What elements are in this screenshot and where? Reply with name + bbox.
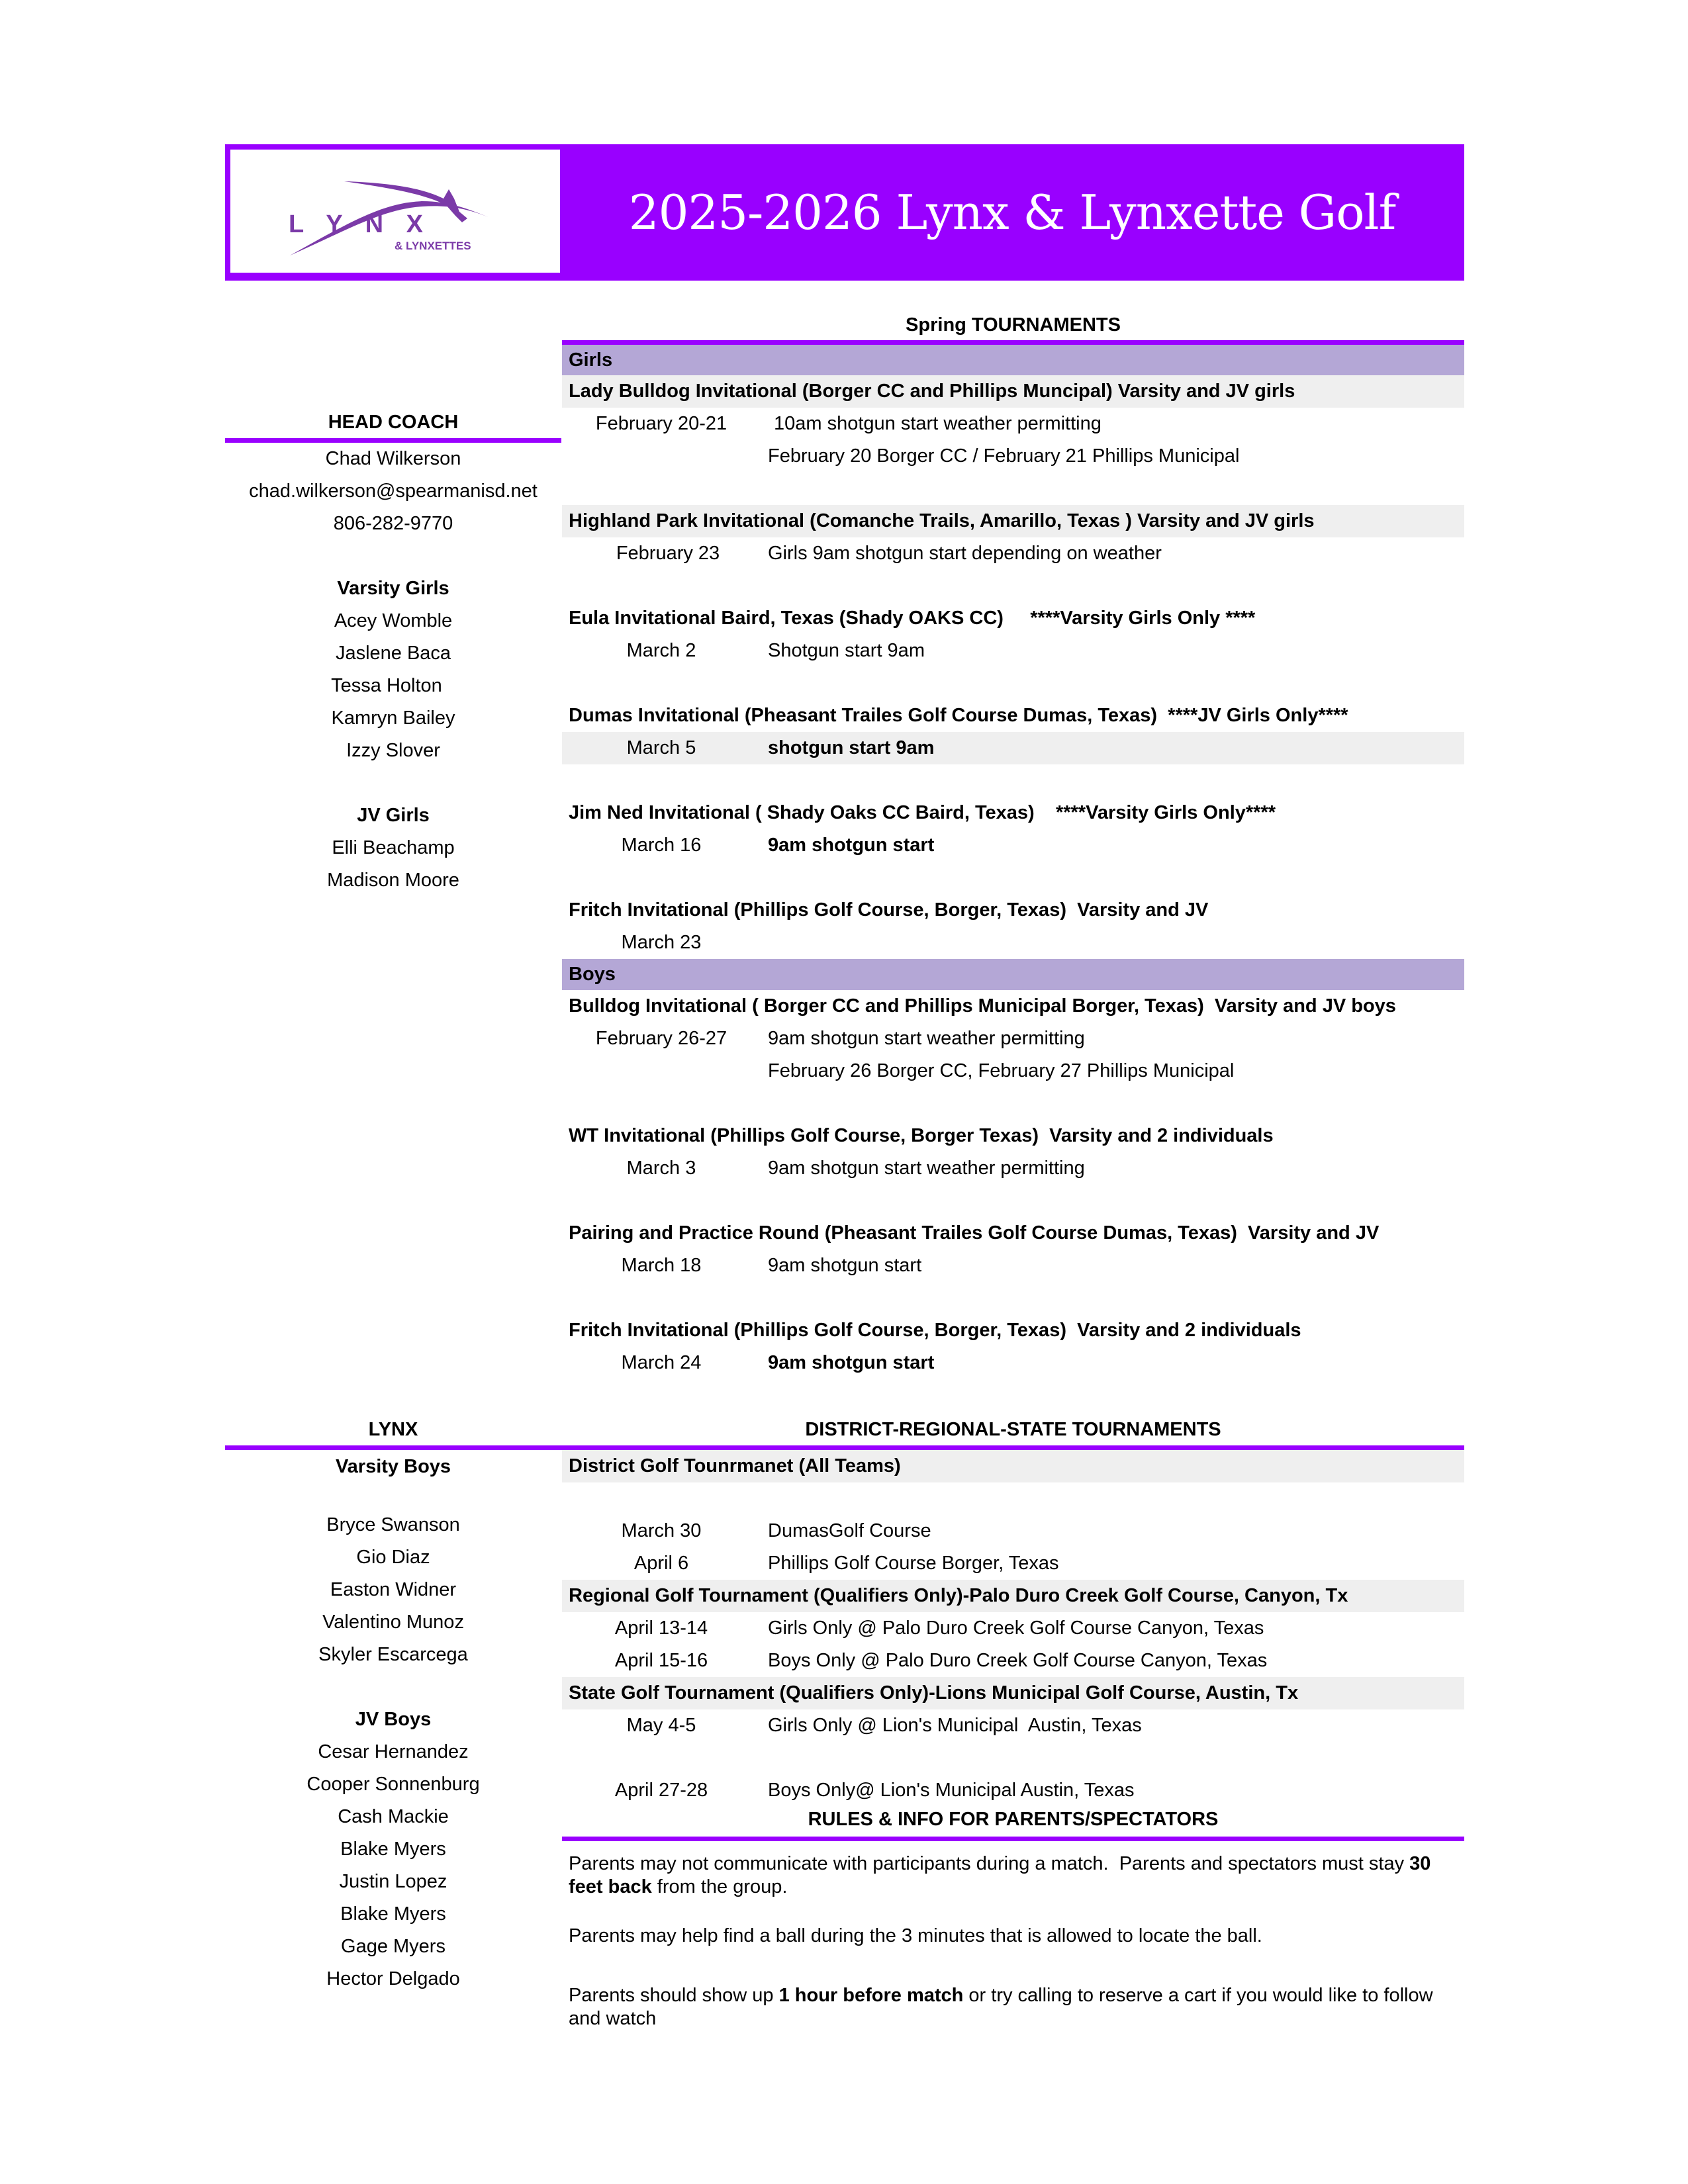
tournament-date: February 20-21	[595, 413, 727, 434]
tournament-detail: Girls 9am shotgun start depending on weather	[768, 543, 1162, 564]
tournament-name: Bulldog Invitational ( Borger CC and Phillips Municipal Borger, Texas) Varsity and JV boys	[569, 995, 1396, 1017]
tournament-date: March 24	[621, 1352, 702, 1373]
rule-text: or try calling to reserve a cart if you would like to follow and watch	[569, 1985, 1433, 2029]
tournament-date: February 26-27	[595, 1028, 727, 1049]
player: Izzy Slover	[346, 740, 440, 761]
tournament-title	[562, 375, 1464, 408]
tournament-detail: DumasGolf Course	[768, 1520, 931, 1541]
player: Gio Diaz	[356, 1547, 430, 1568]
logo-subtitle: & LYNXETTES	[395, 240, 471, 252]
tournament-date: April 15-16	[614, 1650, 708, 1671]
rule-text: Parents should show up	[569, 1985, 779, 2006]
tournament-row	[562, 537, 1464, 570]
tournament-name: Regional Golf Tournament (Qualifiers Only)-Palo Duro Creek Golf Course, Canyon, Tx	[569, 1585, 1348, 1606]
tournament-date: March 3	[626, 1158, 696, 1179]
rule-emphasis: 1 hour before match	[778, 1985, 964, 2006]
tournament-detail: February 26 Borger CC, February 27 Phillips Municipal	[768, 1060, 1235, 1081]
rule-text: from the group.	[651, 1876, 788, 1897]
player: Cesar Hernandez	[318, 1741, 469, 1762]
tournament-row	[562, 829, 1464, 862]
rule-emphasis: 30 feet back	[569, 1853, 1431, 1897]
player: Hector Delgado	[326, 1968, 460, 1989]
player: Easton Widner	[330, 1579, 457, 1600]
tournament-title	[562, 797, 1464, 829]
tournament-title	[562, 1580, 1464, 1612]
tournament-detail: 9am shotgun start	[768, 1255, 922, 1276]
tournament-detail: Girls Only @ Lion's Municipal Austin, Texas	[768, 1715, 1142, 1736]
tournament-row	[562, 1612, 1464, 1645]
tournament-title	[562, 1120, 1464, 1152]
tournament-title	[562, 700, 1464, 732]
tournament-name: Eula Invitational Baird, Texas (Shady OAKS CC) ****Varsity Girls Only ****	[569, 608, 1256, 629]
tournament-date: March 16	[621, 835, 702, 856]
rule-text: Parents may not communicate with participants during a match. Parents and spectators must stay	[569, 1853, 1410, 1874]
divider	[562, 340, 1464, 345]
tournament-row	[562, 1055, 1464, 1087]
jv-girls-heading: JV Girls	[357, 805, 430, 826]
tournament-title	[562, 602, 1464, 635]
player: Cash Mackie	[338, 1806, 449, 1827]
player: Kamryn Bailey	[331, 707, 455, 729]
tournament-title	[562, 990, 1464, 1023]
tournament-row	[562, 635, 1464, 667]
player: Elli Beachamp	[332, 837, 455, 858]
page-header	[225, 144, 1464, 281]
tournament-row	[562, 1347, 1464, 1379]
tournament-name: Fritch Invitational (Phillips Golf Course, Borger, Texas) Varsity and 2 individuals	[569, 1320, 1301, 1341]
tournament-date: April 6	[633, 1553, 689, 1574]
tournament-row	[562, 1547, 1464, 1580]
tournament-detail: shotgun start 9am	[768, 737, 935, 758]
tournament-title	[562, 1677, 1464, 1709]
tournament-date: March 30	[621, 1520, 702, 1541]
tournament-detail: Girls Only @ Palo Duro Creek Golf Course Canyon, Texas	[768, 1617, 1264, 1639]
tournament-row	[562, 1152, 1464, 1185]
player: Acey Womble	[334, 610, 453, 631]
tournament-name: Jim Ned Invitational ( Shady Oaks CC Baird, Texas) ****Varsity Girls Only****	[569, 802, 1276, 823]
tournament-detail: Phillips Golf Course Borger, Texas	[768, 1553, 1059, 1574]
tournament-name: WT Invitational (Phillips Golf Course, Borger Texas) Varsity and 2 individuals	[569, 1125, 1274, 1146]
player: Skyler Escarcega	[318, 1644, 468, 1665]
tournament-row	[562, 1709, 1464, 1742]
rule-text: Parents may help find a ball during the 3 minutes that is allowed to locate the ball.	[569, 1925, 1262, 1946]
tournament-title	[562, 1314, 1464, 1347]
tournament-date: March 23	[621, 932, 702, 953]
tournament-row	[562, 408, 1464, 440]
tournament-detail: 9am shotgun start	[768, 1352, 935, 1373]
player: Blake Myers	[340, 1839, 446, 1860]
boys-section-header	[562, 959, 1464, 990]
divider	[562, 1837, 1464, 1841]
tournament-row	[562, 1023, 1464, 1055]
spring-heading: Spring TOURNAMENTS	[906, 314, 1121, 336]
coach-phone[interactable]: 806-282-9770	[333, 513, 453, 534]
tournament-date: February 23	[616, 543, 720, 564]
district-heading: DISTRICT-REGIONAL-STATE TOURNAMENTS	[805, 1419, 1221, 1440]
logo-wordmark: L Y N X	[289, 210, 431, 238]
girls-section-header	[562, 345, 1464, 375]
tournament-row	[562, 732, 1464, 764]
tournament-detail: 9am shotgun start weather permitting	[768, 1028, 1085, 1049]
tournament-name: Highland Park Invitational (Comanche Trails, Amarillo, Texas ) Varsity and JV girls	[569, 510, 1315, 531]
tournament-title	[562, 1450, 1464, 1482]
tournament-detail: Shotgun start 9am	[768, 640, 925, 661]
tournament-date: March 18	[621, 1255, 702, 1276]
tournament-row	[562, 1645, 1464, 1677]
tournament-detail: 9am shotgun start	[768, 835, 935, 856]
head-coach-heading: HEAD COACH	[328, 412, 459, 433]
player: Valentino Munoz	[322, 1612, 464, 1633]
tournament-detail: Boys Only @ Palo Duro Creek Golf Course Canyon, Texas	[768, 1650, 1268, 1671]
player: Bryce Swanson	[326, 1514, 460, 1535]
tournament-detail: 10am shotgun start weather permitting	[774, 413, 1102, 434]
tournament-name: District Golf Tounrmanet (All Teams)	[569, 1455, 901, 1477]
player: Jaslene Baca	[335, 643, 451, 664]
tournament-title	[562, 1217, 1464, 1250]
tournament-title	[562, 505, 1464, 537]
tournament-row	[562, 1250, 1464, 1282]
rule-paragraph	[569, 1852, 1456, 1899]
player: Blake Myers	[340, 1903, 446, 1925]
divider	[225, 438, 561, 443]
player: Gage Myers	[341, 1936, 445, 1957]
tournament-detail: Boys Only@ Lion's Municipal Austin, Texas	[768, 1780, 1135, 1801]
tournament-row	[562, 1515, 1464, 1547]
player: Justin Lopez	[339, 1871, 447, 1892]
tournament-date: April 13-14	[614, 1617, 708, 1639]
section-label: Boys	[569, 964, 616, 985]
tournament-detail: February 20 Borger CC / February 21 Phillips Municipal	[768, 445, 1240, 467]
tournament-date: March 5	[626, 737, 696, 758]
rule-paragraph	[569, 1925, 1456, 1948]
tournament-date: April 27-28	[614, 1780, 708, 1801]
coach-name: Chad Wilkerson	[325, 448, 461, 469]
tournament-title	[562, 894, 1464, 927]
tournament-name: State Golf Tournament (Qualifiers Only)-Lions Municipal Golf Course, Austin, Tx	[569, 1682, 1299, 1704]
rule-paragraph	[569, 1984, 1456, 2030]
tournament-name: Dumas Invitational (Pheasant Trailes Golf Course Dumas, Texas) ****JV Girls Only****	[569, 705, 1348, 726]
tournament-date: May 4-5	[626, 1715, 696, 1736]
player: Cooper Sonnenburg	[306, 1774, 480, 1795]
varsity-girls-heading: Varsity Girls	[337, 578, 449, 599]
tournament-detail: 9am shotgun start weather permitting	[768, 1158, 1085, 1179]
logo	[230, 150, 560, 273]
divider	[225, 1445, 1464, 1450]
coach-email[interactable]: chad.wilkerson@spearmanisd.net	[249, 480, 538, 502]
section-label: Girls	[569, 349, 613, 371]
tournament-name: Lady Bulldog Invitational (Borger CC and Phillips Muncipal) Varsity and JV girls	[569, 381, 1295, 402]
jv-boys-heading: JV Boys	[355, 1709, 432, 1730]
rules-heading: RULES & INFO FOR PARENTS/SPECTATORS	[808, 1809, 1219, 1830]
tournament-name: Pairing and Practice Round (Pheasant Trailes Golf Course Dumas, Texas) Varsity and JV	[569, 1222, 1380, 1244]
page-title: 2025-2026 Lynx & Lynxette Golf	[628, 185, 1396, 240]
player: Tessa Holton	[331, 675, 442, 696]
tournament-row	[562, 1774, 1464, 1807]
tournament-date: March 2	[626, 640, 696, 661]
varsity-boys-heading: Varsity Boys	[335, 1456, 451, 1477]
tournament-name: Fritch Invitational (Phillips Golf Course, Borger, Texas) Varsity and JV	[569, 899, 1209, 921]
tournament-row	[562, 927, 1464, 959]
tournament-row	[562, 440, 1464, 473]
lynx-heading: LYNX	[368, 1419, 418, 1440]
player: Madison Moore	[327, 870, 459, 891]
